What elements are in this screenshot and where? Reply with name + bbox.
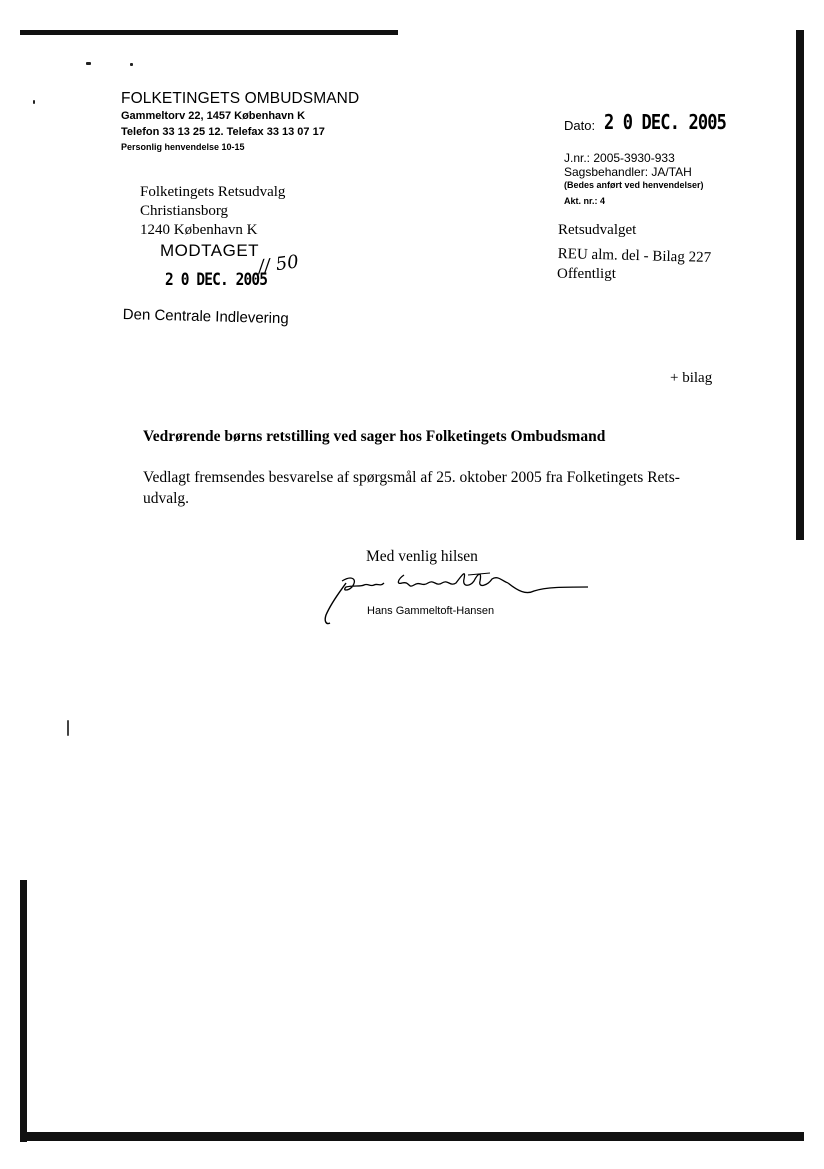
subject-line: Vedrørende børns retstilling ved sager hos Folketingets Ombudsmand (143, 428, 606, 445)
scan-edge-top (20, 30, 398, 35)
scan-speck (67, 720, 69, 736)
recipient-line-3: 1240 København K (140, 222, 258, 238)
caseworker: Sagsbehandler: JA/TAH (564, 165, 692, 179)
signer-name: Hans Gammeltoft-Hansen (367, 605, 495, 617)
received-stamp-date: 2 0 DEC. 2005 (165, 270, 268, 290)
received-stamp-time: // 50 (256, 251, 301, 278)
enclosure-note: + bilag (670, 370, 713, 386)
scan-speck (33, 100, 35, 104)
handwritten-signature (312, 565, 602, 627)
scan-speck (86, 62, 91, 65)
recipient-line-2: Christiansborg (140, 203, 229, 219)
received-stamp-unit: Den Centrale Indlevering (122, 306, 289, 328)
org-name: FOLKETINGETS OMBUDSMAND (121, 90, 360, 107)
closing: Med venlig hilsen (366, 548, 478, 565)
scan-edge-bottom (20, 1132, 804, 1141)
akt-number: Akt. nr.: 4 (564, 196, 606, 206)
journal-number: J.nr.: 2005-3930-933 (564, 151, 675, 165)
scan-edge-right (796, 30, 804, 540)
scan-edge-left (20, 880, 27, 1142)
date-stamp: 2 0 DEC. 2005 (604, 110, 727, 134)
received-stamp-title: MODTAGET (160, 241, 260, 260)
annotation-public: Offentligt (557, 266, 616, 282)
caseworker-note: (Bedes anført ved henvendelser) (564, 180, 704, 190)
date-label: Dato: (564, 118, 596, 133)
org-personal-inquiry: Personlig henvendelse 10-15 (121, 142, 245, 152)
body-text-line-1: Vedlagt fremsendes besvarelse af spørgsmål af 25. oktober 2005 fra Folketingets Rets- (143, 469, 680, 486)
recipient-line-1: Folketingets Retsudvalg (140, 184, 286, 200)
annotation-reference: REU alm. del - Bilag 227 (557, 246, 712, 267)
org-address: Gammeltorv 22, 1457 København K (121, 110, 306, 122)
scan-speck (130, 63, 133, 66)
annotation-committee: Retsudvalget (558, 222, 637, 238)
body-text-line-2: udvalg. (143, 490, 190, 507)
org-phone: Telefon 33 13 25 12. Telefax 33 13 07 17 (121, 126, 325, 138)
